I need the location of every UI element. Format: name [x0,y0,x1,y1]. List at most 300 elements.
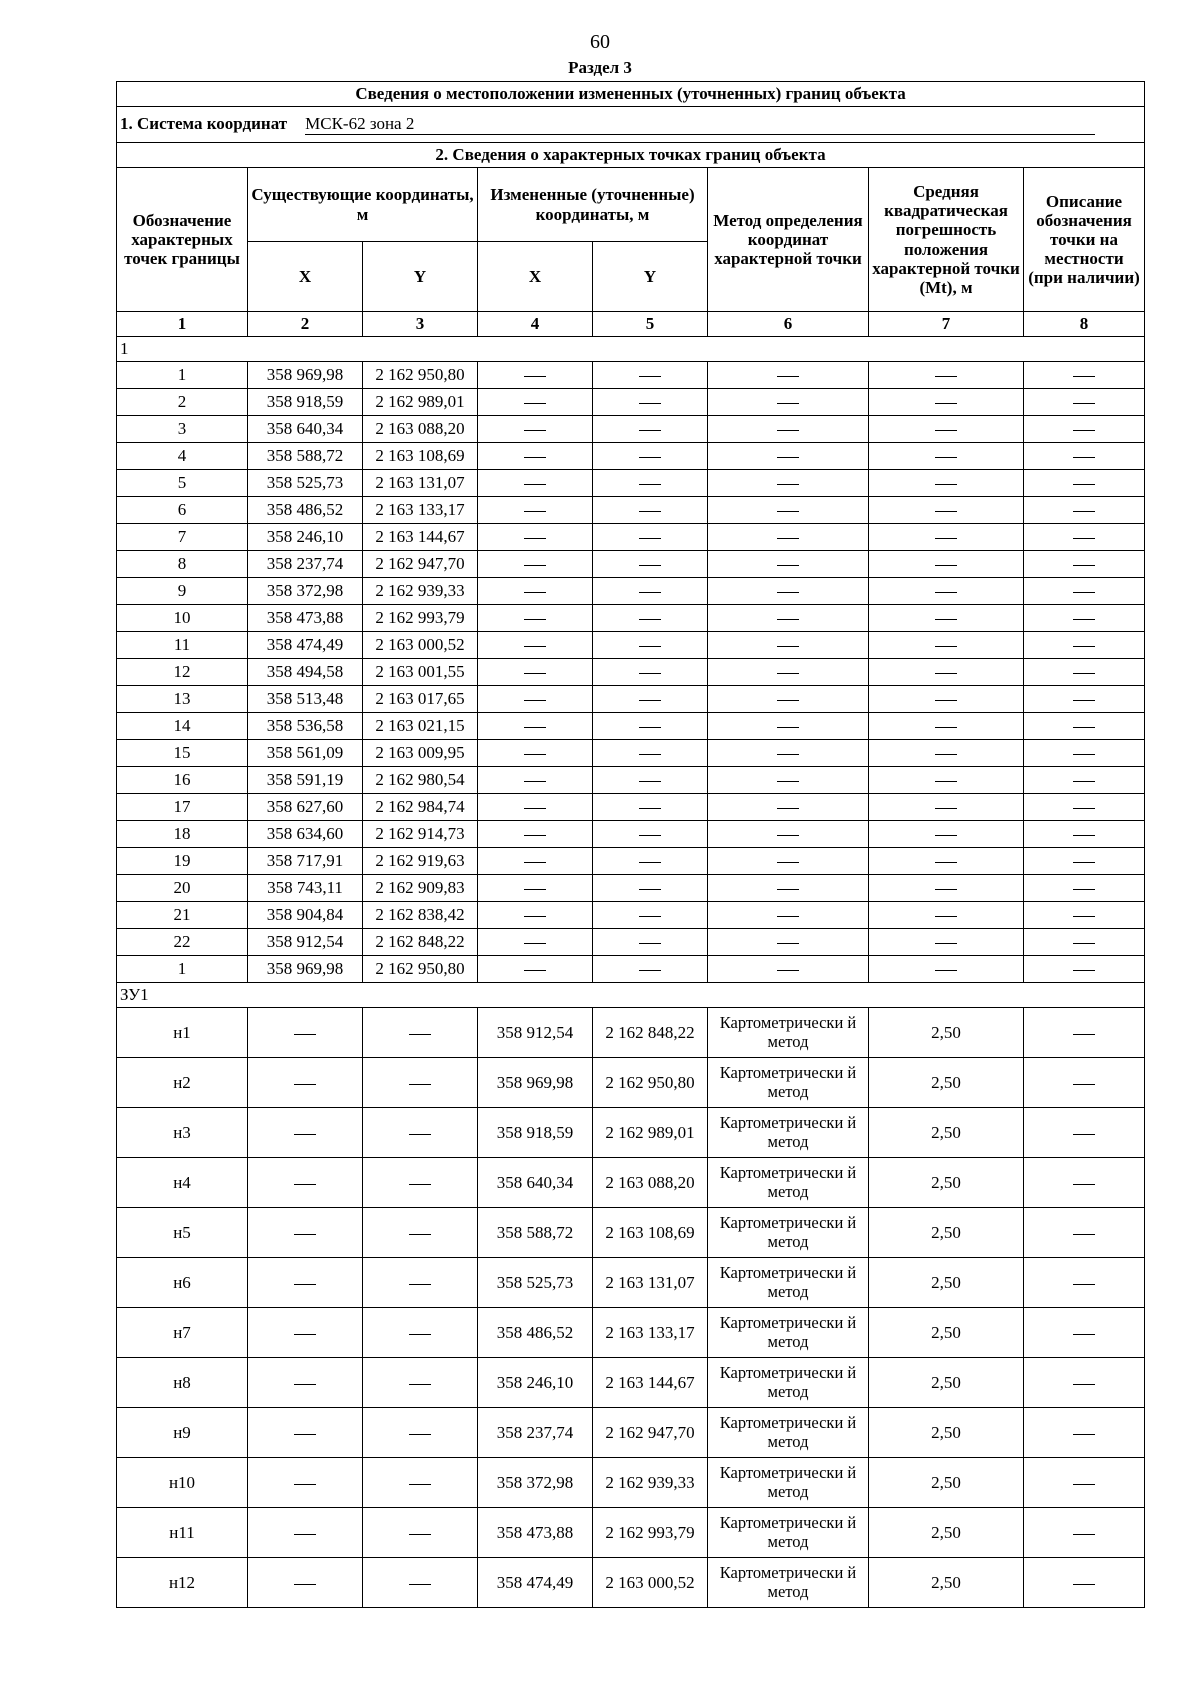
dash-mark [1073,1484,1095,1485]
dash-mark [639,943,661,944]
dash-mark [935,754,957,755]
existing-y: 2 162 909,83 [363,875,478,902]
table-row [117,1408,1145,1458]
changed-y: 2 162 993,79 [593,1508,708,1558]
table-row [117,659,1145,686]
dash-mark [777,835,799,836]
existing-x: 358 627,60 [248,794,363,821]
dash-mark [777,781,799,782]
dash-mark [777,754,799,755]
dash-mark [639,511,661,512]
mean-error-cell: 2,50 [869,1058,1024,1108]
dash-mark [639,781,661,782]
empty-value-cell [593,821,708,848]
empty-value-cell [593,902,708,929]
empty-value-cell [1024,1358,1145,1408]
point-id: н9 [117,1408,248,1458]
existing-x: 358 246,10 [248,524,363,551]
empty-value-cell [363,1458,478,1508]
empty-value-cell [248,1508,363,1558]
empty-value-cell [708,605,869,632]
column-number: 5 [593,312,708,337]
dash-mark [777,511,799,512]
dash-mark [524,646,546,647]
dash-mark [409,1534,431,1535]
dash-mark [1073,484,1095,485]
empty-value-cell [1024,632,1145,659]
changed-y: 2 163 088,20 [593,1158,708,1208]
existing-y: 2 162 838,42 [363,902,478,929]
dash-mark [935,673,957,674]
empty-value-cell [248,1008,363,1058]
empty-value-cell [869,713,1024,740]
existing-y: 2 162 950,80 [363,956,478,983]
dash-mark [1073,646,1095,647]
dash-mark [409,1084,431,1085]
existing-x: 358 904,84 [248,902,363,929]
empty-value-cell [869,821,1024,848]
subsection-title: 2. Сведения о характерных точках границ объекта [117,143,1145,168]
dash-mark [777,646,799,647]
dash-mark [524,835,546,836]
dash-mark [1073,1234,1095,1235]
existing-x: 358 474,49 [248,632,363,659]
empty-value-cell [593,848,708,875]
empty-value-cell [363,1358,478,1408]
dash-mark [777,889,799,890]
empty-value-cell [1024,821,1145,848]
empty-value-cell [708,740,869,767]
existing-x: 358 536,58 [248,713,363,740]
empty-value-cell [363,1508,478,1558]
table-row [117,956,1145,983]
table-row [117,389,1145,416]
mean-error-cell: 2,50 [869,1158,1024,1208]
table-row [117,1008,1145,1058]
dash-mark [1073,592,1095,593]
dash-mark [409,1134,431,1135]
empty-value-cell [1024,956,1145,983]
method-cell: Картометрически й метод [708,1008,869,1058]
empty-value-cell [869,389,1024,416]
empty-value-cell [363,1308,478,1358]
table-row [117,929,1145,956]
dash-mark [524,457,546,458]
empty-value-cell [478,713,593,740]
empty-value-cell [363,1208,478,1258]
header-description: Описание обозначения точки на местности (при наличии) [1024,168,1145,312]
changed-x: 358 918,59 [478,1108,593,1158]
dash-mark [524,376,546,377]
dash-mark [777,970,799,971]
empty-value-cell [593,794,708,821]
header-existing-coords: Существующие координаты, м [248,168,478,242]
empty-value-cell [593,389,708,416]
empty-value-cell [1024,659,1145,686]
dash-mark [639,538,661,539]
changed-x: 358 246,10 [478,1358,593,1408]
empty-value-cell [248,1358,363,1408]
dash-mark [935,619,957,620]
empty-value-cell [248,1558,363,1608]
method-cell: Картометрически й метод [708,1058,869,1108]
empty-value-cell [248,1458,363,1508]
empty-value-cell [869,578,1024,605]
dash-mark [777,538,799,539]
dash-mark [1073,970,1095,971]
existing-y: 2 162 939,33 [363,578,478,605]
empty-value-cell [1024,1408,1145,1458]
point-id: 1 [117,956,248,983]
dash-mark [524,727,546,728]
existing-x: 358 640,34 [248,416,363,443]
dash-mark [1073,1284,1095,1285]
empty-value-cell [593,362,708,389]
changed-y: 2 162 848,22 [593,1008,708,1058]
empty-value-cell [869,848,1024,875]
existing-x: 358 634,60 [248,821,363,848]
point-id: н3 [117,1108,248,1158]
changed-x: 358 372,98 [478,1458,593,1508]
empty-value-cell [363,1558,478,1608]
dash-mark [524,592,546,593]
empty-value-cell [869,416,1024,443]
dash-mark [1073,457,1095,458]
table-title: Сведения о местоположении измененных (уточненных) границ объекта [117,82,1145,107]
existing-y: 2 162 950,80 [363,362,478,389]
changed-x: 358 588,72 [478,1208,593,1258]
column-number: 4 [478,312,593,337]
dash-mark [639,565,661,566]
existing-x: 358 486,52 [248,497,363,524]
dash-mark [1073,700,1095,701]
empty-value-cell [1024,848,1145,875]
dash-mark [524,916,546,917]
dash-mark [1073,538,1095,539]
changed-y: 2 163 000,52 [593,1558,708,1608]
empty-value-cell [1024,470,1145,497]
changed-x: 358 912,54 [478,1008,593,1058]
dash-mark [639,835,661,836]
empty-value-cell [708,956,869,983]
existing-x: 358 372,98 [248,578,363,605]
changed-y: 2 163 144,67 [593,1358,708,1408]
dash-mark [639,700,661,701]
dash-mark [1073,430,1095,431]
dash-mark [1073,1384,1095,1385]
empty-value-cell [478,632,593,659]
dash-mark [639,619,661,620]
dash-mark [1073,835,1095,836]
empty-value-cell [248,1108,363,1158]
point-id: 5 [117,470,248,497]
changed-x: 358 640,34 [478,1158,593,1208]
group-row-zu1 [117,983,1145,1008]
point-id: 10 [117,605,248,632]
coord-system-value: МСК-62 зона 2 [305,114,1095,134]
empty-value-cell [1024,1208,1145,1258]
dash-mark [524,970,546,971]
empty-value-cell [1024,740,1145,767]
boundary-points-table [116,81,1145,1608]
empty-value-cell [478,875,593,902]
empty-value-cell [708,470,869,497]
empty-value-cell [478,578,593,605]
dash-mark [409,1434,431,1435]
column-number: 8 [1024,312,1145,337]
dash-mark [639,646,661,647]
empty-value-cell [1024,875,1145,902]
empty-value-cell [593,929,708,956]
dash-mark [524,808,546,809]
dash-mark [777,916,799,917]
header-changed-coords: Измененные (уточненные) координаты, м [478,168,708,242]
empty-value-cell [708,389,869,416]
empty-value-cell [869,740,1024,767]
dash-mark [1073,619,1095,620]
existing-y: 2 162 984,74 [363,794,478,821]
dash-mark [777,619,799,620]
empty-value-cell [708,713,869,740]
point-id: 21 [117,902,248,929]
empty-value-cell [478,929,593,956]
existing-y: 2 162 980,54 [363,767,478,794]
existing-x: 358 237,74 [248,551,363,578]
dash-mark [935,970,957,971]
table-row [117,740,1145,767]
empty-value-cell [248,1258,363,1308]
dash-mark [935,592,957,593]
dash-mark [524,484,546,485]
table-row [117,1058,1145,1108]
dash-mark [1073,889,1095,890]
dash-mark [1073,1534,1095,1535]
point-id: 8 [117,551,248,578]
dash-mark [777,943,799,944]
empty-value-cell [708,767,869,794]
empty-value-cell [478,821,593,848]
empty-value-cell [1024,416,1145,443]
point-id: 6 [117,497,248,524]
dash-mark [935,376,957,377]
changed-x: 358 473,88 [478,1508,593,1558]
empty-value-cell [593,416,708,443]
empty-value-cell [593,956,708,983]
method-cell: Картометрически й метод [708,1158,869,1208]
existing-x: 358 912,54 [248,929,363,956]
table-row [117,1358,1145,1408]
changed-x: 358 969,98 [478,1058,593,1108]
dash-mark [524,754,546,755]
empty-value-cell [1024,1108,1145,1158]
empty-value-cell [869,794,1024,821]
point-id: 9 [117,578,248,605]
table-row [117,713,1145,740]
existing-x: 358 969,98 [248,956,363,983]
method-cell: Картометрически й метод [708,1308,869,1358]
dash-mark [935,538,957,539]
dash-mark [1073,862,1095,863]
dash-mark [294,1134,316,1135]
table-row [117,443,1145,470]
empty-value-cell [478,767,593,794]
dash-mark [935,565,957,566]
dash-mark [777,484,799,485]
dash-mark [524,943,546,944]
dash-mark [1073,1084,1095,1085]
empty-value-cell [593,713,708,740]
method-cell: Картометрически й метод [708,1358,869,1408]
table-row [117,794,1145,821]
dash-mark [935,808,957,809]
empty-value-cell [593,551,708,578]
empty-value-cell [593,605,708,632]
dash-mark [639,592,661,593]
empty-value-cell [478,443,593,470]
point-id: 14 [117,713,248,740]
point-id: н2 [117,1058,248,1108]
empty-value-cell [593,578,708,605]
empty-value-cell [869,659,1024,686]
dash-mark [777,403,799,404]
dash-mark [294,1284,316,1285]
dash-mark [639,376,661,377]
column-number: 3 [363,312,478,337]
mean-error-cell: 2,50 [869,1308,1024,1358]
existing-x: 358 591,19 [248,767,363,794]
empty-value-cell [1024,686,1145,713]
mean-error-cell: 2,50 [869,1258,1024,1308]
point-id: н5 [117,1208,248,1258]
existing-x: 358 525,73 [248,470,363,497]
dash-mark [777,565,799,566]
dash-mark [777,862,799,863]
empty-value-cell [869,551,1024,578]
dash-mark [1073,916,1095,917]
dash-mark [294,1584,316,1585]
header-changed-x: X [478,242,593,312]
existing-x: 358 918,59 [248,389,363,416]
mean-error-cell: 2,50 [869,1558,1024,1608]
table-row [117,1458,1145,1508]
dash-mark [1073,1134,1095,1135]
changed-x: 358 486,52 [478,1308,593,1358]
empty-value-cell [708,929,869,956]
empty-value-cell [869,632,1024,659]
empty-value-cell [708,686,869,713]
dash-mark [639,862,661,863]
dash-mark [409,1584,431,1585]
empty-value-cell [593,524,708,551]
point-id: 11 [117,632,248,659]
dash-mark [524,781,546,782]
empty-value-cell [363,1108,478,1158]
empty-value-cell [708,821,869,848]
table-row [117,524,1145,551]
dash-mark [1073,781,1095,782]
empty-value-cell [708,578,869,605]
dash-mark [935,727,957,728]
empty-value-cell [363,1158,478,1208]
existing-y: 2 163 144,67 [363,524,478,551]
dash-mark [1073,376,1095,377]
changed-y: 2 162 989,01 [593,1108,708,1158]
point-id: 2 [117,389,248,416]
empty-value-cell [478,659,593,686]
empty-value-cell [478,416,593,443]
point-id: 16 [117,767,248,794]
existing-y: 2 162 914,73 [363,821,478,848]
existing-y: 2 162 919,63 [363,848,478,875]
table-row [117,875,1145,902]
method-cell: Картометрически й метод [708,1458,869,1508]
dash-mark [409,1384,431,1385]
empty-value-cell [1024,794,1145,821]
dash-mark [524,403,546,404]
empty-value-cell [478,551,593,578]
dash-mark [639,808,661,809]
column-number: 6 [708,312,869,337]
dash-mark [294,1334,316,1335]
existing-y: 2 163 000,52 [363,632,478,659]
empty-value-cell [1024,605,1145,632]
changed-x: 358 474,49 [478,1558,593,1608]
empty-value-cell [248,1158,363,1208]
point-id: н7 [117,1308,248,1358]
empty-value-cell [593,686,708,713]
method-cell: Картометрически й метод [708,1258,869,1308]
table-row [117,497,1145,524]
empty-value-cell [1024,443,1145,470]
point-id: н1 [117,1008,248,1058]
empty-value-cell [869,902,1024,929]
mean-error-cell: 2,50 [869,1108,1024,1158]
empty-value-cell [478,740,593,767]
table-row [117,767,1145,794]
dash-mark [294,1084,316,1085]
existing-x: 358 588,72 [248,443,363,470]
dash-mark [409,1334,431,1335]
empty-value-cell [708,632,869,659]
table-row [117,686,1145,713]
table-row [117,551,1145,578]
group-row-1 [117,337,1145,362]
dash-mark [524,673,546,674]
dash-mark [777,376,799,377]
table-row [117,1208,1145,1258]
changed-y: 2 162 939,33 [593,1458,708,1508]
dash-mark [1073,1034,1095,1035]
empty-value-cell [363,1408,478,1458]
empty-value-cell [1024,1158,1145,1208]
point-id: 13 [117,686,248,713]
empty-value-cell [478,848,593,875]
dash-mark [935,430,957,431]
dash-mark [935,889,957,890]
changed-y: 2 163 131,07 [593,1258,708,1308]
table-row [117,821,1145,848]
dash-mark [409,1484,431,1485]
dash-mark [777,457,799,458]
dash-mark [935,511,957,512]
dash-mark [639,673,661,674]
dash-mark [1073,403,1095,404]
empty-value-cell [478,902,593,929]
empty-value-cell [708,524,869,551]
existing-y: 2 163 088,20 [363,416,478,443]
header-method: Метод определения координат характерной точки [708,168,869,312]
dash-mark [935,484,957,485]
